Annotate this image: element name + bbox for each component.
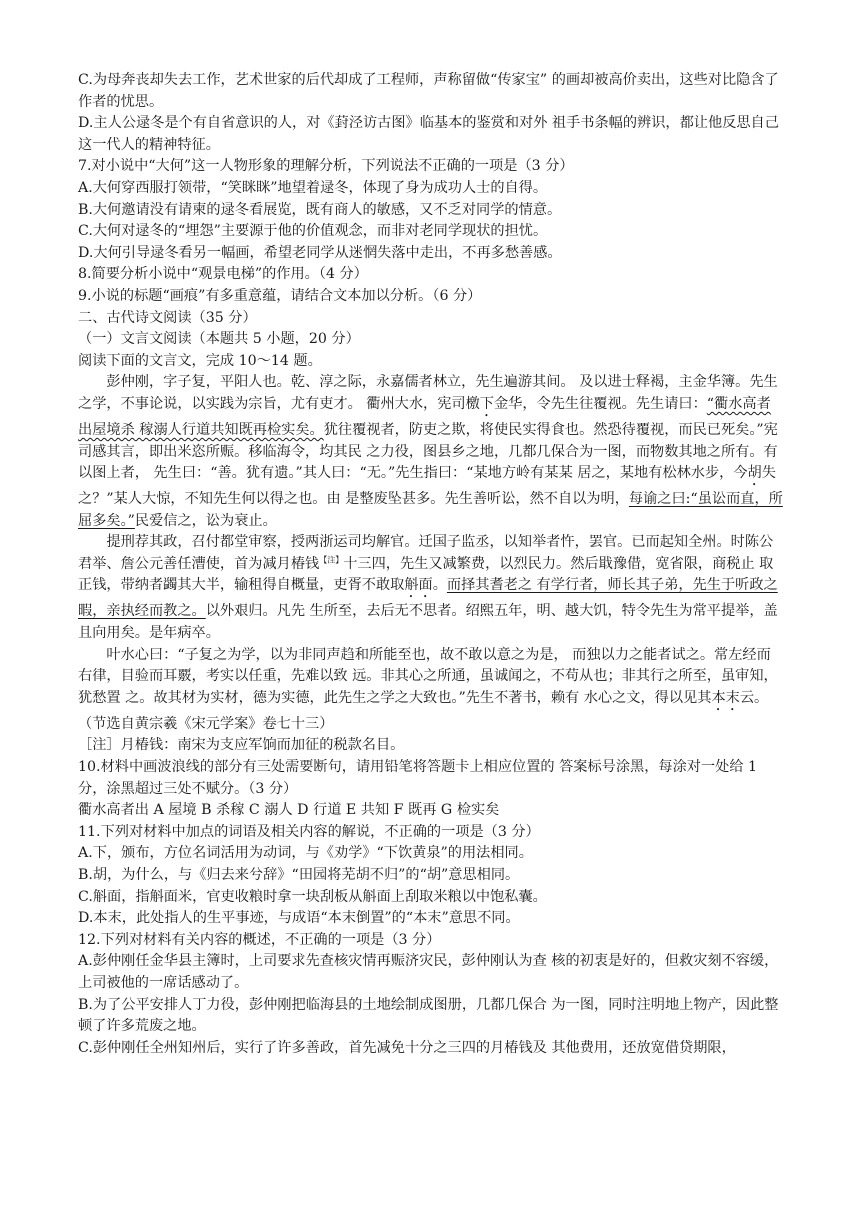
question-7-option-d: D.大何引导逯冬看另一幅画，希望老同学从迷惘失落中走出，不再多愁善感。 [78, 244, 562, 261]
question-11-option-a: A.下，颁布，方位名词活用为动词，与《劝学》“下饮黄泉”的用法相同。 [78, 845, 533, 862]
underlined-sentence-1: 每谕之曰:“虽讼而直，所屈多矣。” [78, 491, 783, 529]
question-10-options: 衢水高者出 A 屋境 B 杀稼 C 溺人 D 行道 E 共知 F 既再 G 检实矣 [78, 802, 500, 819]
question-7: 7.对小说中“大何”这一人物形象的理解分析，下列说法不正确的一项是（3 分） [78, 158, 574, 175]
section-heading-2: 二、古代诗文阅读（35 分） [78, 309, 257, 326]
option-d-q6: D.主人公逯冬是个有自省意识的人，对《葑泾访古图》临基本的鉴赏和对外 祖手书条幅的辨识，都让他反思自己这一代人的精神特征。 [78, 115, 779, 153]
question-12-option-a: A.彭仲刚任金华县主簿时，上司要求先查核灾情再赈济灾民，彭仲刚认为查 核的初衷是好的，但救灾刻不容缓，上司被他的一席话感动了。 [78, 953, 779, 991]
dotted-word-humian: 斛面 [404, 577, 433, 594]
wavy-underlined-sentence: “衢水高者出屋境杀 稼溺人行道共知既再检实矣。 [78, 395, 771, 438]
question-7-option-b: B.大何邀请没有请柬的逯冬看展览，既有商人的敏感，又不乏对同学的情意。 [78, 201, 562, 218]
classical-passage-paragraph-3: 叶水心曰：“子复之为学，以为非同声趋和所能至也，故不敢以意之为是， 而独以力之能者试之。常左经而右律，目验而耳覈，考实以任重，先难以致 远。非其心之所通，虽诚闻之，不苟从也；非其行之所至，虽审知，犹愁置 之。故其材为实材，德为实德，此先生之学之大致也。”先生不著书，赖有 水心之文，得以见其本末云。 [78, 646, 778, 706]
dotted-word-benmo: 本末 [711, 689, 740, 706]
question-11: 11.下列对材料中加点的词语及相关内容的解说，不正确的一项是（3 分） [78, 823, 540, 840]
question-8: 8.简要分析小说中“观景电梯”的作用。（4 分） [78, 266, 368, 283]
classical-passage-paragraph-1: 彭仲刚，字子复，平阳人也。乾、淳之际，永嘉儒者林立，先生遍游其间。 及以进士释褐，主金华簿。先生之学，不事论说，以实践为宗旨，尤有吏才。 衢州大水，宪司檄下金华，令先生往覆视。先生请曰：“衢水高者出屋境杀 稼溺人行道共知既再检实矣。犹往覆视者，防吏之欺，将使民实得食也。然恐待覆视，而民已死矣。”宪司感其言，即出米恣所赈。移临海令，均其民 之力役，图县乡之地，几都几保合为一图，而物数其地之所有。有以图上者， 先生曰：“善。犹有遗。”其人曰：“无。”先生指曰：“某地方岭有某某 居之，某地有松林水步，今胡失之？”某人大惊，不知先生何以得之也。由 是整废坠甚多。先生善听讼，然不自以为明，每谕之曰:“虽讼而直，所屈多矣。”民爱信之，讼为衰止。 [78, 374, 783, 529]
question-9: 9.小说的标题“画痕”有多重意蕴，请结合文本加以分析。（6 分） [78, 287, 482, 304]
passage-source: （节选自黄宗羲《宋元学案》卷七十三） [78, 715, 334, 732]
question-12-option-b: B.为了公平安排人丁力役，彭仲刚把临海县的土地绘制成图册，几都几保合 为一图，同时注明地上物产，因此整顿了许多荒废之地。 [78, 996, 779, 1035]
reading-instruction: 阅读下面的文言文，完成 10～14 题。 [78, 352, 322, 369]
question-7-option-a: A.大何穿西服打领带，“笑眯眯”地望着逯冬，体现了身为成功人士的自得。 [78, 179, 548, 196]
underlined-sentence-2: 而择其耆老之 有学行者，师长其子弟，先生于听政之暇，亲执经而教之。 [78, 577, 778, 620]
question-11-option-b: B.胡，为什么，与《归去来兮辞》“田园将芜胡不归”的“胡”意思相同。 [78, 867, 520, 883]
question-12-option-c: C.彭仲刚任全州知州后，实行了许多善政，首先减免十分之三四的月椿钱及 其他费用，还放宽借贷期限， [78, 1039, 736, 1056]
document-page [78, 70, 784, 1059]
footnote: ［注］月椿钱：南宋为支应军饷而加征的税款名目。 [78, 737, 405, 754]
footnote-marker: 【注】 [319, 555, 344, 565]
question-10: 10.材料中画波浪线的部分有三处需要断句，请用铅笔将答题卡上相应位置的 答案标号涂黑，每涂对一处给 1 分，涂黑超过三处不赋分。（3 分） [78, 759, 762, 797]
question-11-option-c: C.斛面，指斛面米，官吏收粮时拿一块刮板从斛面上刮取米粮以中饱私囊。 [78, 888, 547, 905]
question-7-option-c: C.大何对逯冬的“埋怨”主要源于他的价值观念，而非对老同学现状的担忧。 [78, 223, 548, 240]
dotted-word-xia: 下 [479, 395, 494, 412]
classical-passage-paragraph-2: 提刑荐其政，召付都堂审察，授两浙运司均解官。迁国子监丞，以知举者忤，罢官。已而起知全州。时陈公君举、詹公元善任漕使，首为减月椿钱$^{【注】}$十三四，先生又减繁费，以烈民力。然后戢豫借，宽省限，商税止 取正钱，带纳者蠲其大半，输租得自概量，吏胥不敢取斛面。而择其耆老之 有学行者，师长其子弟，先生于听政之暇，亲执经而教之。以外艰归。凡先 生所至，去后无不思者。绍熙五年，明、越大饥，特令先生为常平提举，盖 且向用矣。是年病卒。 [78, 534, 783, 642]
question-12: 12.下列对材料有关内容的概述，不正确的一项是（3 分） [78, 931, 441, 948]
subsection-heading: （一）文言文阅读（本题共 5 小题，20 分） [78, 331, 360, 348]
question-11-option-d: D.本末，此处指人的生平事迹，与成语“本末倒置”的“本末”意思不同。 [78, 910, 520, 927]
dotted-word-hu: 胡 [747, 465, 762, 482]
option-c-q6: C.为母奔丧却失去工作，艺术世家的后代却成了工程师，声称留做“传家宝” 的画却被高价卖出，这些对比隐含了作者的忧思。 [78, 72, 779, 110]
